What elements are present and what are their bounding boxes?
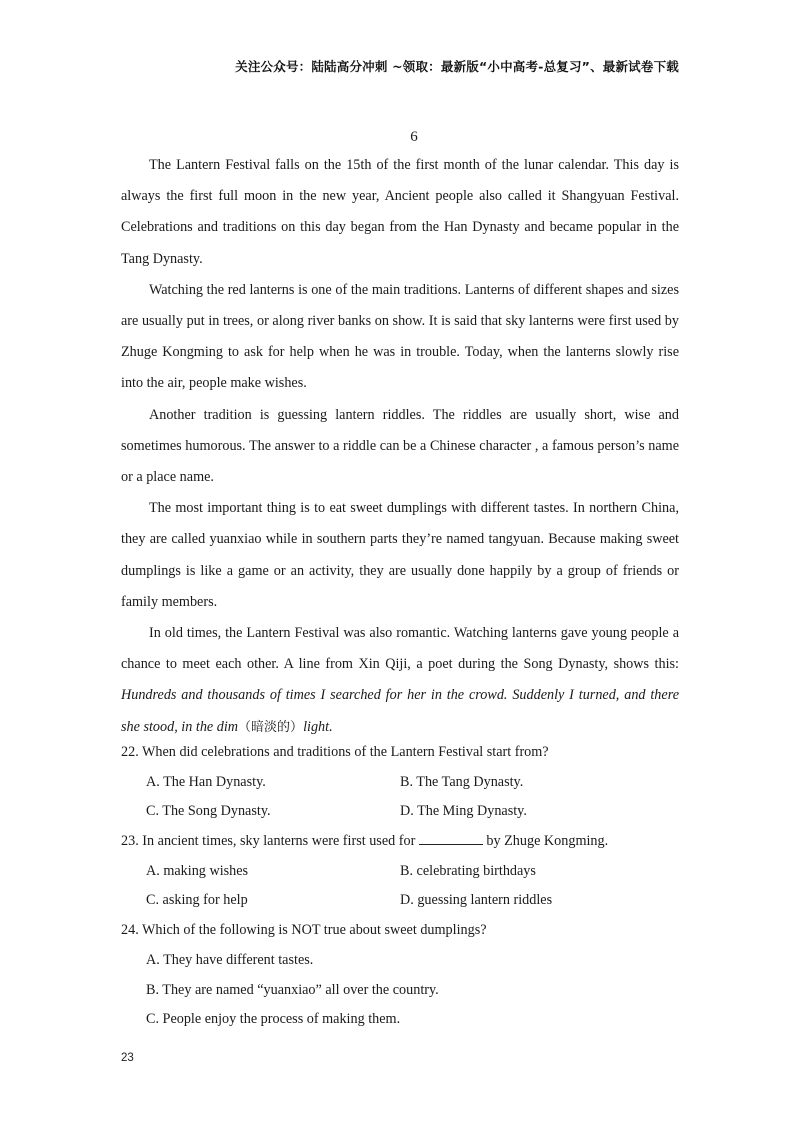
poem-quote-end: light.: [303, 718, 333, 735]
page-number: 23: [121, 1052, 134, 1064]
question-24-stem: 24. Which of the following is NOT true about sweet dumplings?: [121, 922, 487, 939]
question-24-option-a-row: [121, 949, 681, 979]
passage-paragraph-2: Watching the red lanterns is one of the main traditions. Lanterns of different shapes and sizes are usually put in trees, or along river banks on show. It is said that sky lanterns were first used by Zhuge Kongming to ask for help when he was in trouble. Today, when the lanterns slowly rise into the air, people make wishes.: [121, 281, 679, 392]
q22-option-d[interactable]: D. The Ming Dynasty.: [400, 803, 527, 820]
answer-blank: [419, 831, 483, 845]
question-22-stem: 22. When did celebrations and traditions of the Lantern Festival start from?: [121, 744, 549, 760]
paragraph-5-text: In old times, the Lantern Festival was also romantic. Watching lanterns gave young people a chance to meet each other. A line from Xin Qiji, a poet during the Song Dynasty, shows this:: [121, 625, 679, 673]
q23-option-d[interactable]: D. guessing lantern riddles: [400, 892, 553, 909]
question-22-options-row-2: [121, 800, 681, 830]
q24-option-c[interactable]: C. People enjoy the process of making them.: [146, 1011, 401, 1028]
question-23-options-row-2: [121, 889, 681, 919]
q23-option-c[interactable]: C. asking for help: [146, 892, 248, 909]
passage-paragraph-4: The most important thing is to eat sweet dumplings with different tastes. In northern China, they are called yuanxiao while in southern parts they’re named tangyuan. Because making sweet dumplings is like a game or an activity, they are usually done happily by a group of friends or family members.: [121, 500, 679, 610]
question-23-options-row-1: [121, 860, 681, 890]
passage-paragraph-3: Another tradition is guessing lantern riddles. The riddles are usually short, wise and sometimes humorous. The answer to a riddle can be a Chinese character , a famous person’s name or a place name.: [121, 406, 679, 486]
q22-option-a[interactable]: A. The Han Dynasty.: [146, 773, 266, 790]
question-list: [121, 741, 681, 1038]
poem-quote: Hundreds and thousands of times I searched for her in the crowd. Suddenly I turned, and there she stood, in the dim: [121, 687, 679, 735]
q23-stem-end: by Zhuge Kongming.: [482, 833, 609, 850]
question-23-stem: [121, 830, 681, 860]
q23-stem-start: 23. In ancient times, sky lanterns were first used for: [121, 833, 419, 850]
q24-option-b[interactable]: B. They are named “yuanxiao” all over the country.: [146, 981, 439, 998]
passage-paragraph-5: [121, 618, 679, 743]
question-24-option-c-row: [121, 1008, 681, 1038]
q23-option-a[interactable]: A. making wishes: [146, 862, 249, 879]
q22-option-c[interactable]: C. The Song Dynasty.: [146, 803, 271, 820]
q22-option-b[interactable]: B. The Tang Dynasty.: [400, 773, 524, 790]
section-number: 6: [410, 129, 418, 145]
q23-option-b[interactable]: B. celebrating birthdays: [400, 862, 536, 879]
q24-option-a[interactable]: A. They have different tastes.: [146, 951, 314, 968]
question-24-option-b-row: [121, 979, 681, 1009]
question-22-options-row-1: [121, 771, 681, 801]
poem-gloss: （暗淡的）: [238, 719, 304, 735]
passage-paragraph-1: The Lantern Festival falls on the 15th of the first month of the lunar calendar. This day is always the first full moon in the new year, Ancient people also called it Shangyuan Festival. Celebrations and traditions on this day began from the Han Dynasty and became popular in the Tang Dynasty.: [121, 157, 679, 267]
reading-passage: [121, 150, 679, 743]
page-header-promo: 关注公众号：陆陆高分冲刺 ~领取：最新版“小中高考-总复习”、最新试卷下载: [235, 59, 679, 74]
